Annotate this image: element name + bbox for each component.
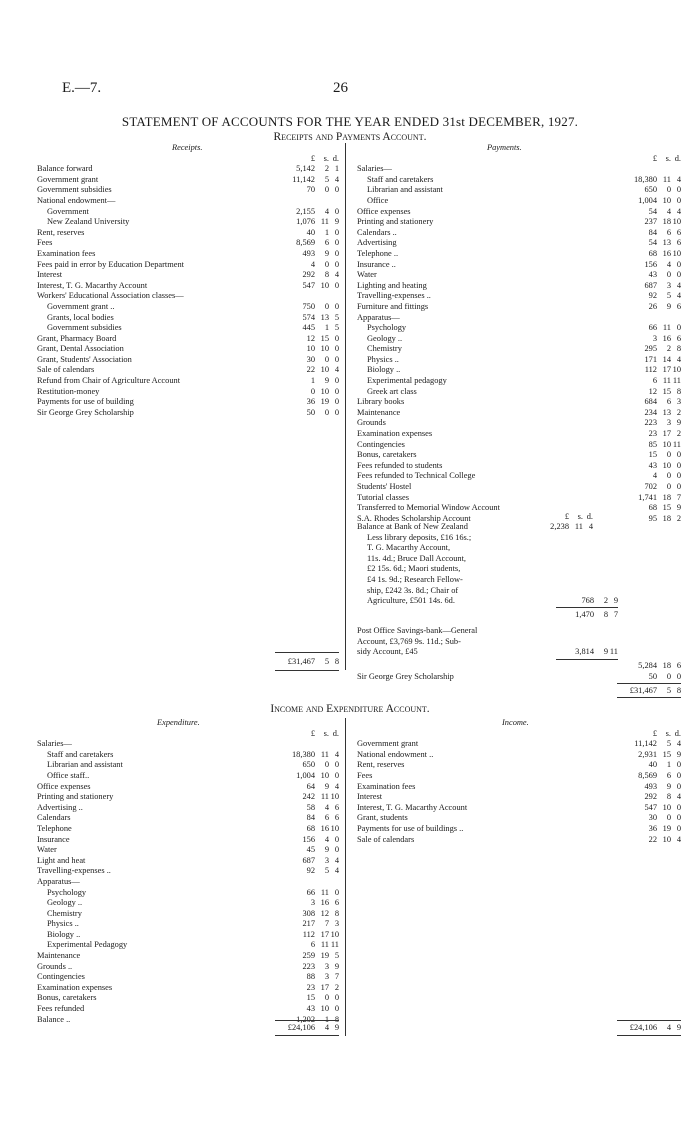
account-label: Fees refunded to students	[357, 460, 443, 470]
account-row: Insurance .. 156 4 0	[357, 259, 681, 269]
account-row: Psychology 66 11 0	[367, 323, 681, 333]
payments-total-rule-top	[617, 683, 681, 684]
account-label: Insurance ..	[357, 259, 396, 269]
account-label: Grounds	[357, 418, 386, 428]
account-row: Office expenses 54 4 4	[357, 206, 681, 216]
account-row	[357, 313, 681, 324]
account-label: Salaries—	[37, 739, 72, 749]
account-row: Grant, Dental Association 10 10 0	[37, 344, 339, 354]
account-label: Greek art class	[367, 386, 417, 396]
payments-lsd-header: £ s. d.	[652, 153, 681, 163]
account-label: Fees paid in error by Education Department	[37, 259, 184, 269]
account-label: Telephone ..	[357, 248, 399, 258]
account-row: Geology .. 3 16 6	[367, 333, 681, 343]
account-label: Examination expenses	[37, 982, 113, 992]
account-row: Tutorial classes 1,741 18 7	[357, 492, 681, 502]
account-label: Sale of calendars	[37, 365, 95, 375]
account-row: Lighting and heating 687 3 4	[357, 280, 681, 290]
account-row: Fees refunded 43 10 0	[37, 1004, 339, 1014]
column-divider-ie	[345, 718, 346, 1036]
income-column	[357, 718, 681, 845]
account-row: Experimental pedagogy 6 11 11	[367, 376, 681, 386]
account-row: Office 1,004 10 0	[367, 195, 681, 205]
account-label: Office expenses	[37, 781, 91, 791]
account-row: Library books 684 6 3	[357, 397, 681, 407]
account-label: Light and heat	[37, 855, 86, 865]
account-row: Water 43 0 0	[357, 270, 681, 280]
account-label: Advertising	[357, 238, 397, 248]
account-row: Government grant 11,142 5 4	[357, 739, 681, 749]
account-label: Interest	[37, 270, 63, 280]
account-label: Sale of calendars	[357, 834, 415, 844]
account-row: Examination expenses 23 17 2	[37, 982, 339, 992]
account-label: Calendars	[37, 813, 71, 823]
account-row: Examination fees 493 9 0	[37, 248, 339, 258]
account-row: Rent, reserves 40 1 0	[357, 760, 681, 770]
account-label: Rent, reserves	[37, 227, 85, 237]
statement-title: STATEMENT OF ACCOUNTS FOR THE YEAR ENDED 31st DECEMBER, 1927.	[121, 114, 579, 129]
payments-list	[357, 164, 681, 524]
account-label: Transferred to Memorial Window Account	[357, 503, 500, 513]
account-label: Bonus, caretakers	[357, 450, 417, 460]
account-row: Payments for use of buildings .. 36 19 0	[357, 823, 681, 833]
account-row	[37, 291, 339, 302]
account-row: Experimental Pedagogy 6 11 11	[47, 940, 339, 950]
text-line: ship, £242 3s. 8d.; Chair of	[367, 585, 459, 595]
account-row: Examination fees 493 9 0	[357, 781, 681, 791]
account-row: Geology .. 3 16 6	[47, 898, 339, 908]
account-label: Printing and stationery	[357, 217, 434, 227]
account-row	[37, 739, 339, 750]
account-label: Library books	[357, 397, 405, 407]
account-label: National endowment ..	[357, 749, 434, 759]
account-row: Librarian and assistant 650 0 0	[47, 760, 339, 770]
account-label: Fees refunded to Technical College	[357, 471, 476, 481]
account-label: Interest, T. G. Macarthy Account	[37, 280, 148, 290]
income-list	[357, 739, 681, 845]
account-label: Fees	[357, 770, 373, 780]
account-label: Grant, Students' Association	[37, 354, 132, 364]
bank-block: £ s. d. Balance at Bank of New Zealand 2,238 11 4 Less library deposits, £16 16s.; T. G. Macarthy Account, 11s. 4d.; Bruce Dall Account, £2 15s. 6d.; Maori students, £4 1s. 9d.; Research Fellow- ship, £242 3s. 8d.; Chair of Agriculture, £501 14s. 6d. 768 2 9 1,470 8 7 Post Office Savings-bank—General Account, £3,769 9s. 11d.; Sub- sidy Account, £45	[357, 512, 618, 657]
account-label: Geology ..	[47, 898, 83, 908]
account-row: Sale of calendars 22 10 4	[357, 834, 681, 844]
payments-heading: Payments.	[487, 143, 522, 152]
account-row: Librarian and assistant 650 0 0	[367, 185, 681, 195]
account-row: Advertising 54 13 6	[357, 238, 681, 248]
expenditure-list	[37, 739, 339, 1025]
account-label: S.A. Rhodes Scholarship Account	[357, 513, 471, 523]
account-row: Water 45 9 0	[37, 845, 339, 855]
expenditure-lsd-header: £ s. d.	[310, 728, 339, 738]
text-line: £4 1s. 9d.; Research Fellow-	[367, 574, 463, 584]
column-divider	[345, 143, 346, 670]
account-row: Office expenses 64 9 4	[37, 781, 339, 791]
account-row: Staff and caretakers 18,380 11 4	[367, 174, 681, 184]
receipts-total-rule-bottom	[275, 670, 339, 671]
account-row: Chemistry 308 12 8	[47, 908, 339, 918]
account-row: Government grant .. 750 0 0	[47, 301, 339, 311]
account-label: Lighting and heating	[357, 280, 427, 290]
account-row: Fees 8,569 6 0	[357, 770, 681, 780]
account-label: Contingencies	[37, 972, 85, 982]
account-label: Examination expenses	[357, 429, 433, 439]
account-row: Light and heat 687 3 4	[37, 855, 339, 865]
account-label: Psychology	[367, 323, 407, 333]
account-row: Chemistry 295 2 8	[367, 344, 681, 354]
account-row: Printing and stationery 237 18 10	[357, 217, 681, 227]
account-row	[37, 196, 339, 207]
text-line: T. G. Macarthy Account,	[367, 543, 451, 553]
text-line: Less library deposits, £16 16s.;	[367, 532, 472, 542]
account-row: Refund from Chair of Agriculture Account 1 9 0	[37, 376, 339, 386]
account-row: Sir George Grey Scholarship 50 0 0	[37, 407, 339, 417]
payments-column	[357, 143, 681, 524]
account-row: Balance .. 1,202 1 8	[37, 1014, 339, 1024]
account-label: Office expenses	[357, 206, 411, 216]
payments-total-rule-bottom	[617, 697, 681, 698]
account-row: Biology .. 112 17 10	[367, 365, 681, 375]
page-number: 26	[333, 80, 348, 96]
account-label: Government grant	[37, 174, 99, 184]
account-row: Restitution-money 0 10 0	[37, 386, 339, 396]
account-label: Telephone	[37, 823, 72, 833]
account-label: Librarian and assistant	[367, 185, 443, 195]
account-label: New Zealand University	[47, 217, 130, 227]
account-row: Maintenance 234 13 2	[357, 407, 681, 417]
account-row: Grant, Pharmacy Board 12 15 0	[37, 333, 339, 343]
text-line: Account, £3,769 9s. 11d.; Sub-	[357, 636, 461, 646]
income-expenditure-title: Income and Expenditure Account.	[270, 703, 430, 715]
account-row: Rent, reserves 40 1 0	[37, 227, 339, 237]
receipts-heading: Receipts.	[172, 143, 203, 152]
account-row: Fees 8,569 6 0	[37, 238, 339, 248]
account-label: Furniture and fittings	[357, 301, 429, 311]
account-label: Office	[367, 195, 389, 205]
account-row: Psychology 66 11 0	[47, 887, 339, 897]
account-label: Grant, Pharmacy Board	[37, 333, 117, 343]
account-row: Telephone .. 68 16 10	[357, 248, 681, 258]
account-label: Fees refunded	[37, 1004, 85, 1014]
account-label: Maintenance	[357, 407, 401, 417]
account-label: Psychology	[47, 887, 87, 897]
account-row: Office staff.. 1,004 10 0	[47, 770, 339, 780]
expenditure-heading: Expenditure.	[157, 718, 200, 727]
account-row: New Zealand University 1,076 11 9	[47, 217, 339, 227]
account-label: Government subsidies	[47, 323, 122, 333]
expenditure-column	[37, 718, 339, 1025]
account-row	[357, 164, 681, 175]
account-label: Restitution-money	[37, 386, 100, 396]
account-row: Interest, T. G. Macarthy Account 547 10 0	[37, 280, 339, 290]
account-label: Staff and caretakers	[47, 749, 114, 759]
account-label: Balance forward	[37, 164, 93, 174]
account-label: Students' Hostel	[357, 482, 412, 491]
account-label: Physics ..	[367, 354, 399, 364]
account-row: Furniture and fittings 26 9 6	[357, 301, 681, 311]
receipts-lsd-header: £ s. d.	[310, 153, 339, 163]
account-label: National endowment—	[37, 195, 116, 205]
account-label: Contingencies	[357, 439, 405, 449]
account-label: Balance ..	[37, 1014, 71, 1024]
account-label: Advertising ..	[37, 802, 83, 812]
account-label: Experimental Pedagogy	[47, 940, 128, 950]
account-label: Government subsidies	[37, 185, 112, 195]
account-row: Payments for use of building 36 19 0	[37, 397, 339, 407]
account-row: Fees paid in error by Education Department 4 0 0	[37, 259, 339, 269]
account-label: Payments for use of building	[37, 397, 134, 407]
post-office-text	[357, 626, 477, 658]
account-row: Students' Hostel 702 0 0	[357, 482, 681, 491]
account-row: Interest 292 8 4	[357, 792, 681, 802]
account-row: Government grant 11,142 5 4	[37, 174, 339, 184]
account-label: Maintenance	[37, 951, 81, 961]
account-label: Tutorial classes	[357, 492, 410, 502]
account-row: Physics .. 217 7 3	[47, 919, 339, 929]
account-label: Water	[357, 270, 377, 280]
payments-total: £31,467 5 8	[629, 686, 681, 695]
income-total: £24,106 4 9	[629, 1023, 681, 1032]
account-label: Physics ..	[47, 919, 79, 929]
account-label: Examination fees	[37, 248, 96, 258]
receipts-total: £31,467 5 8	[287, 657, 339, 666]
account-label: Apparatus—	[357, 312, 400, 322]
account-label: Staff and caretakers	[367, 174, 434, 184]
account-label: Interest, T. G. Macarthy Account	[357, 802, 468, 812]
account-row: Physics .. 171 14 4	[367, 354, 681, 364]
account-label: Biology ..	[367, 365, 401, 375]
account-label: Refund from Chair of Agriculture Account	[37, 376, 181, 386]
income-heading: Income.	[502, 718, 529, 727]
account-row: National endowment .. 2,931 15 9	[357, 749, 681, 759]
account-label: Printing and stationery	[37, 792, 114, 802]
account-label: Calendars ..	[357, 227, 397, 237]
account-row: Grounds .. 223 3 9	[37, 961, 339, 971]
account-label: Bonus, caretakers	[37, 993, 97, 1003]
account-row: Travelling-expenses .. 92 5 4	[37, 866, 339, 876]
account-row: Calendars 84 6 6	[37, 813, 339, 823]
account-row: Contingencies 88 3 7	[37, 972, 339, 982]
account-label: Fees	[37, 238, 53, 248]
account-label: Sir George Grey Scholarship	[37, 407, 134, 417]
expenditure-total-rule-bottom	[275, 1035, 339, 1036]
expenditure-total: £24,106 4 9	[287, 1023, 339, 1032]
account-row: Calendars .. 84 6 6	[357, 227, 681, 237]
account-row: Telephone 68 16 10	[37, 823, 339, 833]
post-office-rule	[556, 659, 618, 660]
account-row: Examination expenses 23 17 2	[357, 429, 681, 439]
page-reference: E.—7.	[62, 80, 102, 96]
account-row: Fees refunded to Technical College 4 0 0	[357, 471, 681, 481]
account-row: Balance forward 5,142 2 1	[37, 164, 339, 174]
account-label: Librarian and assistant	[47, 760, 123, 770]
account-label: Payments for use of buildings ..	[357, 823, 464, 833]
account-row: S.A. Rhodes Scholarship Account 95 18 2	[357, 513, 681, 523]
account-row: Interest 292 8 4	[37, 270, 339, 280]
deposits-rule	[556, 607, 618, 608]
account-label: Geology ..	[367, 333, 403, 343]
account-label: Apparatus—	[37, 876, 80, 886]
account-row: Interest, T. G. Macarthy Account 547 10 0	[357, 802, 681, 812]
income-total-rule-top	[617, 1020, 681, 1021]
account-label: Grounds ..	[37, 961, 73, 971]
account-label: Interest	[357, 792, 383, 802]
account-row	[37, 877, 339, 888]
account-label: Workers' Educational Association classes—	[37, 291, 184, 301]
receipts-payments-title: Receipts and Payments Account.	[273, 131, 427, 143]
text-line: 11s. 4d.; Bruce Dall Account,	[367, 553, 467, 563]
account-row: Grant, students 30 0 0	[357, 813, 681, 823]
account-row: Sale of calendars 22 10 4	[37, 365, 339, 375]
account-row: Grounds 223 3 9	[357, 418, 681, 428]
grey-scholarship-label: Sir George Grey Scholarship	[357, 672, 454, 681]
account-label: Chemistry	[367, 344, 402, 354]
account-label: Office staff..	[47, 770, 90, 780]
account-label: Travelling-expenses ..	[37, 866, 111, 876]
account-row: Bonus, caretakers 15 0 0	[37, 993, 339, 1003]
account-row: Fees refunded to students 43 10 0	[357, 460, 681, 470]
text-line: sidy Account, £45	[357, 647, 418, 657]
text-line: Agriculture, £501 14s. 6d.	[367, 596, 455, 606]
receipts-column	[37, 143, 339, 418]
account-row: Transferred to Memorial Window Account 68 15 9	[357, 503, 681, 513]
account-label: Examination fees	[357, 781, 416, 791]
account-row: Advertising .. 58 4 6	[37, 802, 339, 812]
account-label: Grant, students	[357, 813, 408, 823]
text-line: £2 15s. 6d.; Maori students,	[367, 564, 461, 574]
account-row: Government subsidies 70 0 0	[37, 185, 339, 195]
account-label: Chemistry	[47, 908, 82, 918]
income-lsd-header: £ s. d.	[652, 728, 681, 738]
text-line: Post Office Savings-bank—General	[357, 626, 478, 635]
account-row: Greek art class 12 15 8	[367, 386, 681, 396]
library-deposits-text	[367, 533, 471, 607]
account-label: Water	[37, 845, 57, 855]
receipts-list	[37, 164, 339, 418]
account-label: Biology ..	[47, 929, 81, 939]
account-row: Printing and stationery 242 11 10	[37, 792, 339, 802]
account-row: Government 2,155 4 0	[47, 206, 339, 216]
account-row: Biology .. 112 17 10	[47, 929, 339, 939]
account-label: Grant, Dental Association	[37, 344, 124, 354]
account-label: Insurance	[37, 834, 70, 844]
account-label: Salaries—	[357, 164, 392, 174]
account-row: Travelling-expenses .. 92 5 4	[357, 291, 681, 301]
account-label: Government	[47, 206, 89, 216]
account-label: Travelling-expenses ..	[357, 291, 431, 301]
account-label: Grants, local bodies	[47, 312, 114, 322]
account-row: Government subsidies 445 1 5	[47, 323, 339, 333]
income-total-rule-bottom	[617, 1035, 681, 1036]
account-label: Rent, reserves	[357, 760, 405, 770]
account-label: Government grant ..	[47, 301, 115, 311]
account-row: Bonus, caretakers 15 0 0	[357, 450, 681, 460]
receipts-total-rule-top	[275, 652, 339, 653]
account-row: Staff and caretakers 18,380 11 4	[47, 749, 339, 759]
account-label: Experimental pedagogy	[367, 376, 447, 386]
bank-balance-label: Balance at Bank of New Zealand	[357, 522, 468, 531]
account-row: Maintenance 259 19 5	[37, 951, 339, 961]
account-row: Insurance 156 4 0	[37, 834, 339, 844]
account-row: Contingencies 85 10 11	[357, 439, 681, 449]
account-row: Grant, Students' Association 30 0 0	[37, 354, 339, 364]
account-row: Grants, local bodies 574 13 5	[47, 312, 339, 322]
account-label: Government grant	[357, 739, 419, 749]
expenditure-total-rule-top	[275, 1020, 339, 1021]
